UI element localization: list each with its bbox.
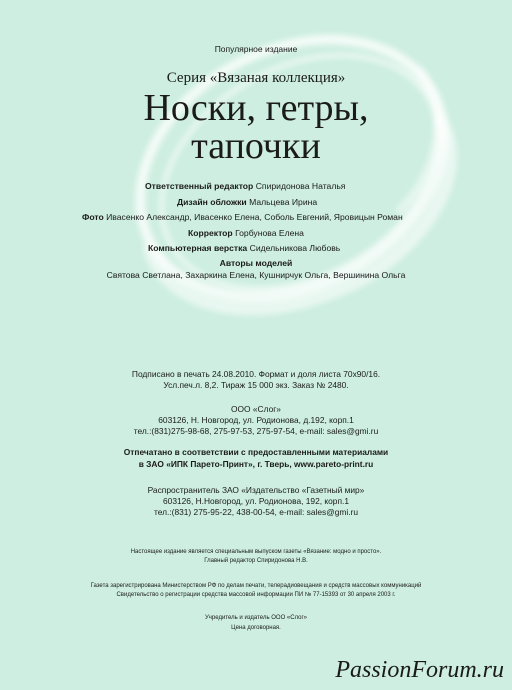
credit-editor-label: Ответственный редактор	[145, 181, 254, 191]
credit-authors-heading	[0, 258, 512, 268]
credit-editor-value: Спиридонова Наталья	[255, 181, 346, 191]
credit-corrector-value: Горбунова Елена	[235, 228, 304, 238]
publisher-address: 603126, Н. Новгород, ул. Родионова, д.192, корп.1	[158, 415, 354, 425]
credit-layout-label: Компьютерная верстка	[148, 243, 248, 253]
credit-cover	[177, 197, 317, 207]
print-info-line-2: Усл.печ.л. 8,2. Тираж 15 000 экз. Заказ № 2480.	[163, 380, 349, 390]
credit-photo-label: Фото	[82, 212, 104, 222]
distributor-line-1: Распространитель ЗАО «Издательство «Газетный мир»	[147, 485, 365, 495]
credit-authors-value: Святова Светлана, Захаркина Елена, Кушнирчук Ольга, Вершинина Ольга	[106, 270, 406, 280]
credit-photo-value: Ивасенко Александр, Ивасенко Елена, Соболь Евгений, Яровицын Роман	[106, 212, 403, 222]
credit-layout-value: Сидельникова Любовь	[249, 243, 341, 253]
credit-cover-label: Дизайн обложки	[177, 197, 247, 207]
chief-editor-note: Главный редактор Спиридонова Н.В.	[204, 558, 308, 564]
edition-type: Популярное издание	[214, 44, 298, 54]
special-issue-note: Настоящее издание является специальным выпуском газеты «Вязание: модно и просто».	[130, 549, 382, 555]
credit-authors-label: Авторы моделей	[219, 258, 293, 268]
credit-editor	[145, 181, 345, 191]
registration-line-2: Свидетельство о регистрации средства массовой информации ПИ № 77-15393 от 30 апреля 2003 г.	[116, 592, 396, 598]
credit-corrector	[188, 228, 304, 238]
distributor-line-3: тел.:(831) 275-95-22, 438-00-54, e-mail: sales@gmi.ru	[154, 507, 358, 517]
credit-photo	[82, 212, 403, 222]
publisher-name: ООО «Слог»	[231, 404, 281, 414]
credit-corrector-label: Корректор	[188, 228, 233, 238]
book-title-line-1: Носки, гетры,	[143, 87, 369, 129]
founder-line: Учредитель и издатель ООО «Слог»	[204, 615, 308, 621]
credit-layout	[148, 243, 340, 253]
book-title-line-2: тапочки	[191, 125, 321, 167]
print-info-line-1: Подписано в печать 24.08.2010. Формат и доля листа 70х90/16.	[131, 369, 381, 379]
registration-line-1: Газета зарегистрирована Министерством РФ по делам печати, телерадиовещания и средств массовых коммуникаций	[90, 583, 422, 589]
printed-by-line-2: в ЗАО «ИПК Парето-Принт», г. Тверь, www.pareto-print.ru	[138, 459, 374, 469]
distributor-line-2: 603126, Н.Новгород, ул. Родионова, 192, корп.1	[163, 496, 349, 506]
series-name: Серия «Вязаная коллекция»	[166, 70, 346, 86]
credit-cover-value: Мальцева Ирина	[249, 197, 318, 207]
forum-watermark: PassionForum.ru	[335, 657, 504, 683]
price-line: Цена договорная.	[231, 625, 281, 631]
publisher-contacts: тел.:(831)275-98-68, 275-97-53, 275-97-54, e-mail: sales@gmi.ru	[133, 426, 379, 436]
printed-by-line-1: Отпечатано в соответствии с предоставленными материалами	[123, 447, 389, 457]
